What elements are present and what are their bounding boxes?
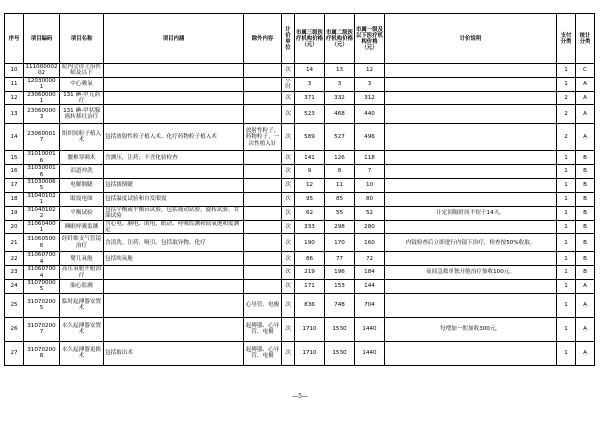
row-content: 含心电、脑电、肌电、眼动、呼吸监测和血氧饱和度测定 <box>104 220 244 234</box>
row-seq: 14 <box>5 124 24 151</box>
row-stat-class: B <box>576 252 595 266</box>
table-row <box>5 151 595 165</box>
row-description: 每增加一腔加收300元。 <box>385 317 557 341</box>
row-code: 31040102 2 <box>24 206 60 220</box>
row-price-level2: 298 <box>325 220 355 234</box>
row-unit: 次 <box>282 192 295 206</box>
row-description <box>385 151 557 165</box>
row-code: 23060000 1 <box>24 91 60 105</box>
row-stat-class: A <box>576 105 595 124</box>
row-price-level3: 219 <box>295 266 325 280</box>
row-stat-class: A <box>576 279 595 293</box>
row-content: 包括纯氧舱 <box>104 252 244 266</box>
row-description: 夜间急救单独开舱治疗加收100元。 <box>385 266 557 280</box>
row-name: 眼震电图 <box>60 192 104 206</box>
fee-table <box>4 13 595 366</box>
header-unit: 计价单位 <box>282 14 295 64</box>
row-code: 23060000 3 <box>24 105 60 124</box>
table-row <box>5 165 595 179</box>
row-price-level1: 80 <box>355 192 385 206</box>
header-content: 项目内涵 <box>104 14 244 64</box>
row-price-level1: 118 <box>355 151 385 165</box>
row-seq: 26 <box>5 317 24 341</box>
row-code: 31040102 1 <box>24 192 60 206</box>
row-name: 经纤维支气管镜治疗 <box>60 234 104 252</box>
row-stat-class: B <box>576 234 595 252</box>
row-stat-class: B <box>576 179 595 193</box>
row-name: 组织间粒子植入术 <box>60 124 104 151</box>
row-description <box>385 279 557 293</box>
row-name: 婴儿氧舱 <box>60 252 104 266</box>
row-stat-class: B <box>576 220 595 234</box>
row-pay-class: 1 <box>557 192 576 206</box>
row-code: 31060500 6 <box>24 234 60 252</box>
row-seq: 10 <box>5 64 24 78</box>
row-stat-class: B <box>576 266 595 280</box>
table-row <box>5 105 595 124</box>
row-price-level1: 496 <box>355 124 385 151</box>
row-name: 腰椎穿刺术 <box>60 151 104 165</box>
row-seq: 11 <box>5 77 24 91</box>
row-stat-class: C <box>576 64 595 78</box>
row-exclude <box>244 252 282 266</box>
row-code: 31070200 8 <box>24 341 60 365</box>
row-price-level1: 7 <box>355 165 385 179</box>
row-stat-class: B <box>576 192 595 206</box>
row-price-level2: 8 <box>325 165 355 179</box>
row-code: 31060400 1 <box>24 220 60 234</box>
row-pay-class: 1 <box>557 293 576 317</box>
table-row <box>5 279 595 293</box>
row-code: 31060700 4 <box>24 252 60 266</box>
row-price-level2: 468 <box>325 105 355 124</box>
table-body <box>5 64 595 366</box>
table-header-row <box>5 14 595 64</box>
row-price-level1: 72 <box>355 252 385 266</box>
row-name: 中心吸氧 <box>60 77 104 91</box>
table-row <box>5 206 595 220</box>
row-stat-class: B <box>576 151 595 165</box>
row-content: 包括温度试验和自发眼震 <box>104 192 244 206</box>
row-content <box>104 317 244 341</box>
row-description <box>385 192 557 206</box>
row-seq: 22 <box>5 252 24 266</box>
row-exclude <box>244 220 282 234</box>
row-content <box>104 105 244 124</box>
row-price-level2: 126 <box>325 151 355 165</box>
row-price-level3: 589 <box>295 124 325 151</box>
row-price-level1: 184 <box>355 266 385 280</box>
row-description: 计定间隔时间不短于14天。 <box>385 206 557 220</box>
row-exclude <box>244 77 282 91</box>
row-pay-class: 2 <box>557 105 576 124</box>
header-name: 项目名称 <box>60 14 104 64</box>
row-description <box>385 77 557 91</box>
row-seq: 16 <box>5 165 24 179</box>
row-price-level2: 77 <box>325 252 355 266</box>
row-pay-class: 1 <box>557 279 576 293</box>
row-exclude <box>244 151 282 165</box>
page-number: —5— <box>292 393 308 400</box>
row-unit: 次 <box>282 151 295 165</box>
row-price-level2: 55 <box>325 206 355 220</box>
row-content: 含测压，注药；不含化验检查 <box>104 151 244 165</box>
header-stat-class: 统计分类 <box>576 14 595 64</box>
row-pay-class: 1 <box>557 77 576 91</box>
row-unit: 次 <box>282 234 295 252</box>
row-code: 31030006 5 <box>24 179 60 193</box>
row-pay-class: 1 <box>557 317 576 341</box>
row-price-level2: 748 <box>325 293 355 317</box>
row-seq: 15 <box>5 151 24 165</box>
row-code: 31070200 5 <box>24 293 60 317</box>
row-exclude <box>244 279 282 293</box>
row-description <box>385 220 557 234</box>
row-stat-class: B <box>576 206 595 220</box>
row-content <box>104 64 244 78</box>
row-seq: 17 <box>5 179 24 193</box>
row-price-level2: 527 <box>325 124 355 151</box>
row-description <box>385 64 557 78</box>
row-description <box>385 105 557 124</box>
table-row <box>5 77 595 91</box>
header-code: 项目编码 <box>24 14 60 64</box>
row-price-level2: 196 <box>325 266 355 280</box>
row-name: 临时起搏器安置术 <box>60 293 104 317</box>
row-content: 包括放射性粒子植入术、化疗药物粒子植入术 <box>104 124 244 151</box>
table-row <box>5 91 595 105</box>
row-seq: 23 <box>5 266 24 280</box>
row-content <box>104 77 244 91</box>
row-unit: 次 <box>282 293 295 317</box>
row-unit: 次 <box>282 91 295 105</box>
row-exclude <box>244 165 282 179</box>
row-description <box>385 179 557 193</box>
row-unit: 次 <box>282 64 295 78</box>
row-name: 高压氧舱开舱治疗 <box>60 266 104 280</box>
row-exclude <box>244 192 282 206</box>
row-price-level1: 1440 <box>355 341 385 365</box>
row-seq: 13 <box>5 105 24 124</box>
row-stat-class: A <box>576 293 595 317</box>
row-content <box>104 91 244 105</box>
row-code: 12030000 1 <box>24 77 60 91</box>
row-pay-class: 2 <box>557 124 576 151</box>
row-exclude <box>244 179 282 193</box>
row-stat-class: A <box>576 341 595 365</box>
row-seq: 27 <box>5 341 24 365</box>
row-code: 31010001 6 <box>24 151 60 165</box>
row-description <box>385 341 557 365</box>
row-seq: 20 <box>5 220 24 234</box>
row-description <box>385 252 557 266</box>
row-price-level1: 144 <box>355 279 385 293</box>
row-pay-class: 1 <box>557 206 576 220</box>
row-price-level3: 371 <box>295 91 325 105</box>
row-unit: 次 <box>282 317 295 341</box>
row-price-level1: 704 <box>355 293 385 317</box>
row-price-level3: 9 <box>295 165 325 179</box>
table-row <box>5 220 595 234</box>
row-price-level2: 153 <box>325 279 355 293</box>
row-unit: 次 <box>282 220 295 234</box>
row-description <box>385 124 557 151</box>
row-name: 131 碘-甲亢治疗 <box>60 91 104 105</box>
row-price-level1: 280 <box>355 220 385 234</box>
row-stat-class: A <box>576 77 595 91</box>
row-pay-class: 2 <box>557 91 576 105</box>
row-unit: 小时 <box>282 77 295 91</box>
row-seq: 18 <box>5 192 24 206</box>
table-row <box>5 179 595 193</box>
row-unit: 次 <box>282 266 295 280</box>
row-unit: 次 <box>282 341 295 365</box>
header-description: 计价说明 <box>385 14 557 64</box>
table-row <box>5 192 595 206</box>
row-price-level1: 52 <box>355 206 385 220</box>
row-pay-class: 1 <box>557 179 576 193</box>
row-name: 永久起搏器更换术 <box>60 341 104 365</box>
row-pay-class: 1 <box>557 266 576 280</box>
row-unit: 次 <box>282 105 295 124</box>
row-description <box>385 91 557 105</box>
row-price-level2: 3 <box>325 77 355 91</box>
row-price-level2: 332 <box>325 91 355 105</box>
row-exclude: 起搏器、心导管、电极 <box>244 341 282 365</box>
row-price-level1: 10 <box>355 179 385 193</box>
row-exclude: 起搏器、心导管、电极 <box>244 317 282 341</box>
table-row <box>5 341 595 365</box>
header-pay-class: 支付分类 <box>557 14 576 64</box>
row-seq: 12 <box>5 91 24 105</box>
table-row <box>5 124 595 151</box>
row-pay-class: 1 <box>557 234 576 252</box>
row-name: 泪道冲洗 <box>60 165 104 179</box>
row-price-level2: 85 <box>325 192 355 206</box>
row-name: 电解倒睫 <box>60 179 104 193</box>
row-unit: 次 <box>282 206 295 220</box>
row-description: 内镜检查后立即进行内镜下治疗，检查按50%收取。 <box>385 234 557 252</box>
row-unit: 次 <box>282 124 295 151</box>
row-price-level1: 312 <box>355 91 385 105</box>
header-price-level2: 市属二级医疗机构价格（元） <box>325 14 355 64</box>
row-seq: 24 <box>5 279 24 293</box>
table-row <box>5 266 595 280</box>
row-price-level3: 171 <box>295 279 325 293</box>
row-unit: 次 <box>282 179 295 193</box>
row-name: 平衡试验 <box>60 206 104 220</box>
row-exclude: 心导管、电极 <box>244 293 282 317</box>
row-price-level3: 14 <box>295 64 325 78</box>
row-code: 31030001 6 <box>24 165 60 179</box>
row-exclude <box>244 206 282 220</box>
row-seq: 19 <box>5 206 24 220</box>
row-name: 131 碘-甲状腺癌转移灶治疗 <box>60 105 104 124</box>
row-exclude <box>244 105 282 124</box>
row-price-level2: 11 <box>325 179 355 193</box>
row-price-level3: 12 <box>295 179 325 193</box>
row-content <box>104 165 244 179</box>
table-row <box>5 293 595 317</box>
row-price-level3: 523 <box>295 105 325 124</box>
row-price-level1: 160 <box>355 234 385 252</box>
row-exclude <box>244 266 282 280</box>
row-content: 包括平衡或平衡台试验，包括视动试验，旋转试验，甘油试验 <box>104 206 244 220</box>
row-seq: 21 <box>5 234 24 252</box>
row-stat-class: B <box>576 165 595 179</box>
row-code: 31060700 4 <box>24 266 60 280</box>
row-content: 含清洗、注药、吸引、包括取异物、化疗 <box>104 234 244 252</box>
row-name: 永久起搏器安置术 <box>60 317 104 341</box>
header-seq: 序号 <box>5 14 24 64</box>
row-exclude <box>244 64 282 78</box>
row-pay-class: 1 <box>557 220 576 234</box>
row-price-level3: 190 <box>295 234 325 252</box>
table-row <box>5 234 595 252</box>
header-exclude: 除外内容 <box>244 14 282 64</box>
row-unit: 次 <box>282 279 295 293</box>
row-code: 31070200 7 <box>24 317 60 341</box>
row-content: 包括拔倒睫 <box>104 179 244 193</box>
row-exclude <box>244 91 282 105</box>
row-price-level3: 836 <box>295 293 325 317</box>
row-price-level3: 3 <box>295 77 325 91</box>
row-content <box>104 279 244 293</box>
row-price-level2: 1530 <box>325 317 355 341</box>
row-price-level3: 1710 <box>295 317 325 341</box>
row-price-level1: 1440 <box>355 317 385 341</box>
row-code: 23060001 7 <box>24 124 60 151</box>
row-content <box>104 266 244 280</box>
row-price-level2: 1530 <box>325 341 355 365</box>
header-price-level3: 市属三级医疗机构价格（元） <box>295 14 325 64</box>
row-name: 院内会诊主治医师及以下 <box>60 64 104 78</box>
row-price-level3: 1710 <box>295 341 325 365</box>
row-pay-class: 1 <box>557 252 576 266</box>
row-name: 睡眠呼吸监测 <box>60 220 104 234</box>
row-unit: 次 <box>282 165 295 179</box>
row-code: 31070000 5 <box>24 279 60 293</box>
table-row <box>5 252 595 266</box>
row-seq: 25 <box>5 293 24 317</box>
row-exclude <box>244 234 282 252</box>
row-price-level1: 12 <box>355 64 385 78</box>
row-price-level3: 333 <box>295 220 325 234</box>
row-price-level1: 3 <box>355 77 385 91</box>
row-stat-class: A <box>576 317 595 341</box>
row-code: 111000002 02 <box>25 64 58 77</box>
row-price-level2: 170 <box>325 234 355 252</box>
row-description <box>385 165 557 179</box>
row-stat-class: A <box>576 91 595 105</box>
row-name: 胎心监测 <box>60 279 104 293</box>
row-price-level3: 95 <box>295 192 325 206</box>
row-pay-class: 1 <box>557 64 576 78</box>
row-pay-class: 1 <box>557 151 576 165</box>
header-price-level1: 市属一级及以下医疗机构价格（元） <box>355 14 385 64</box>
row-price-level3: 86 <box>295 252 325 266</box>
table-row <box>5 64 595 78</box>
table-row <box>5 317 595 341</box>
row-pay-class: 1 <box>557 165 576 179</box>
row-unit: 次 <box>282 252 295 266</box>
row-price-level3: 62 <box>295 206 325 220</box>
row-price-level1: 440 <box>355 105 385 124</box>
row-price-level2: 13 <box>325 64 355 78</box>
row-content <box>104 293 244 317</box>
row-stat-class: A <box>576 124 595 151</box>
row-exclude: 放射性粒子，药物粒子，一次性植入针 <box>244 124 282 151</box>
row-pay-class: 1 <box>557 341 576 365</box>
row-price-level3: 141 <box>295 151 325 165</box>
row-content: 包括取出术 <box>104 341 244 365</box>
row-description <box>385 293 557 317</box>
